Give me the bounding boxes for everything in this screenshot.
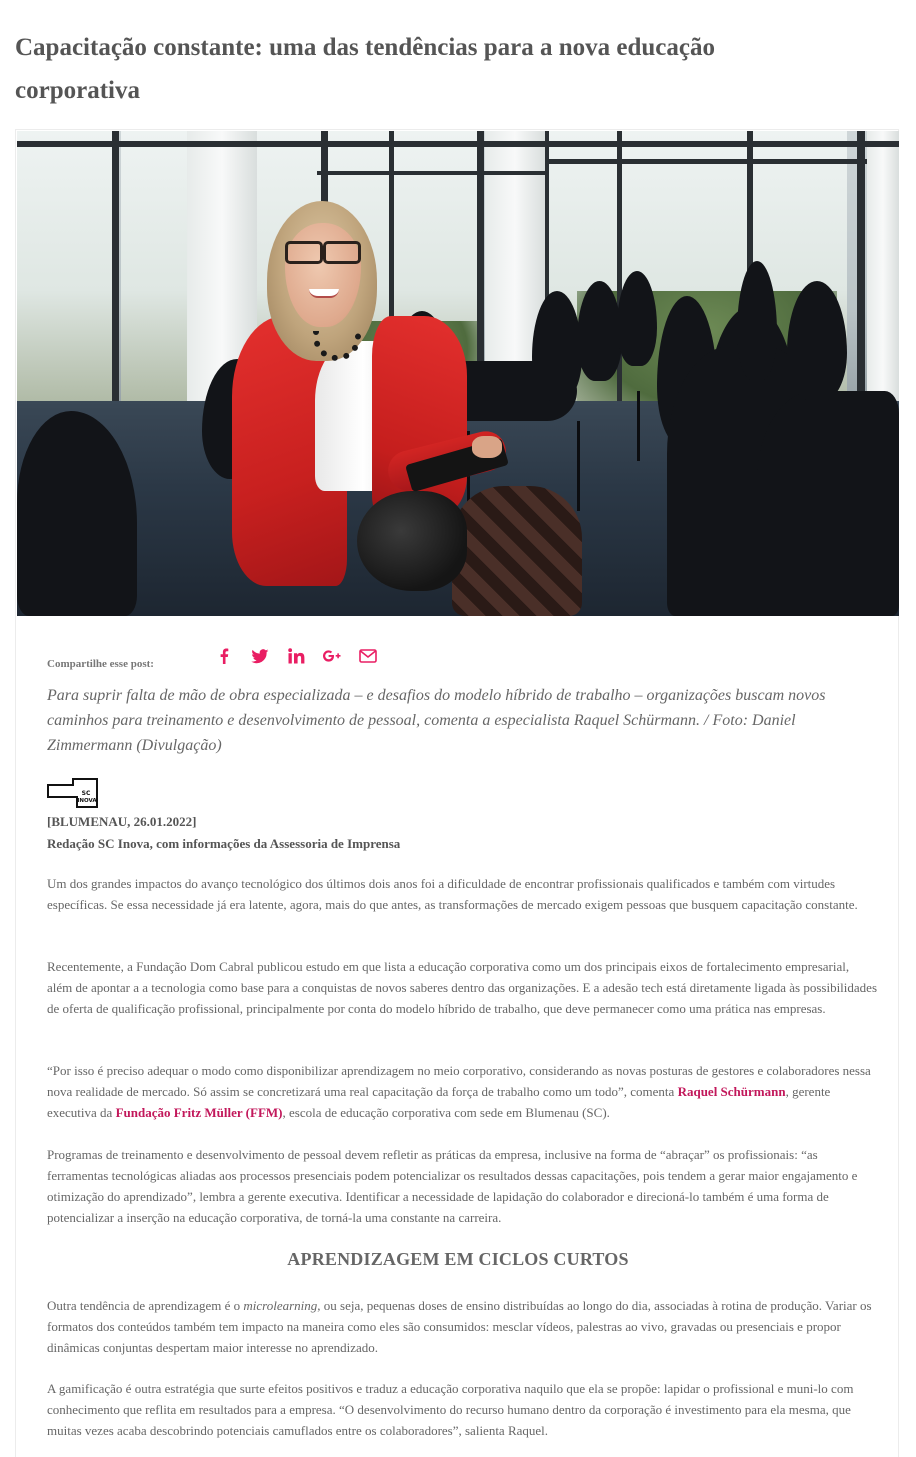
credit: Redação SC Inova, com informações da Assessoria de Imprensa (47, 836, 401, 851)
article-card (15, 129, 899, 1457)
article-title (15, 26, 895, 112)
google-plus-icon[interactable] (314, 645, 350, 667)
paragraph-4: Programas de treinamento e desenvolvimento de pessoal devem refletir as práticas da empresa, inclusive na forma de “abraçar” os profissionais: “as ferramentas tecnológicas aliadas aos processos presenciais podem potencializar os resultados dessas capacitações, pois tendem a gerar maior engajamento e otimização do aprendizado”, lembra a gerente executiva. Identificar a necessidade de lapidação do colaborador e direcioná-lo também é uma forma de potencializar a inserção na educação corporativa, de torná-la uma constante na carreira. (47, 1147, 858, 1225)
paragraph-3: “Por isso é preciso adequar o modo como disponibilizar aprendizagem no meio corporativo, considerando as novas posturas de gestores e colaboradores nessa nova realidade de mercado. Só assim se concretizará uma real capacitação da força de trabalho como um todo”, comenta Raquel Schürmann, gerente executiva da Fundação Fritz Müller (FFM), escola de educação corporativa com sede em Blumenau (SC). (47, 1063, 871, 1120)
paragraph-6: A gamificação é outra estratégia que surte efeitos positivos e traduz a educação corporativa naquilo que ela se propõe: lapidar o profissional e muni-lo com conhecimento que reflita em resultados para a empresa. “O desenvolvimento do recurso humano dentro da corporação é investimento para ela mesma, que muitas vezes acaba descobrindo potenciais camuflados entre os colaboradores”, salienta Raquel. (47, 1381, 854, 1438)
paragraph-1: Um dos grandes impactos do avanço tecnológico dos últimos dois anos foi a dificuldade de encontrar profissionais qualificados e também com virtudes específicas. Se essa necessidade já era latente, agora, mais do que antes, as transformações de mercado exigem pessoas que busquem capacitação constante. (47, 876, 858, 912)
section-heading: APRENDIZAGEM EM CICLOS CURTOS (287, 1249, 629, 1269)
facebook-icon[interactable] (206, 645, 242, 667)
share-icons (206, 645, 386, 667)
person-link[interactable]: Raquel Schürmann (677, 1084, 786, 1099)
svg-text:INOVA: INOVA (77, 798, 97, 804)
article-title-line-2: corporativa (15, 77, 140, 104)
paragraph-5: Outra tendência de aprendizagem é o microlearning, ou seja, pequenas doses de ensino distribuídas ao longo do dia, associadas à rotina de produção. Variar os formatos dos conteúdos também tem impacto na maneira como eles são consumidos: mesclar vídeos, palestras ao vivo, gravadas ou presenciais e propor dinâmicas conjuntas despertam maior interesse no aprendizado. (47, 1298, 872, 1355)
article-title-line-1: Capacitação constante: uma das tendências para a nova educação (15, 34, 715, 61)
email-icon[interactable] (350, 645, 386, 667)
sc-inova-logo (47, 777, 99, 809)
organization-link[interactable]: Fundação Fritz Müller (FFM) (115, 1105, 283, 1120)
linkedin-icon[interactable] (278, 645, 314, 667)
share-label: Compartilhe esse post: (47, 658, 154, 670)
paragraph-2: Recentemente, a Fundação Dom Cabral publicou estudo em que lista a educação corporativa como um dos principais eixos de fortalecimento empresarial, além de apontar a a tecnologia como base para a conquistas de novos saberes dentro das organizações. E a adesão tech está diretamente ligada às possibilidades de oferta de qualificação profissional, principalmente por conta do modelo híbrido de trabalho, que deve permanecer como uma prática nas empresas. (47, 959, 878, 1016)
hero-photo (17, 131, 899, 616)
photo-caption: Para suprir falta de mão de obra especializada – e desafios do modelo híbrido de trabalho – organizações buscam novos caminhos para treinamento e desenvolvimento de pessoal, comenta a especialista Raquel Schürmann. / Foto: Daniel Zimmermann (Divulgação) (47, 687, 826, 754)
twitter-icon[interactable] (242, 645, 278, 667)
svg-text:SC: SC (81, 790, 91, 797)
byline (47, 811, 400, 855)
dateline: [BLUMENAU, 26.01.2022] (47, 814, 197, 829)
